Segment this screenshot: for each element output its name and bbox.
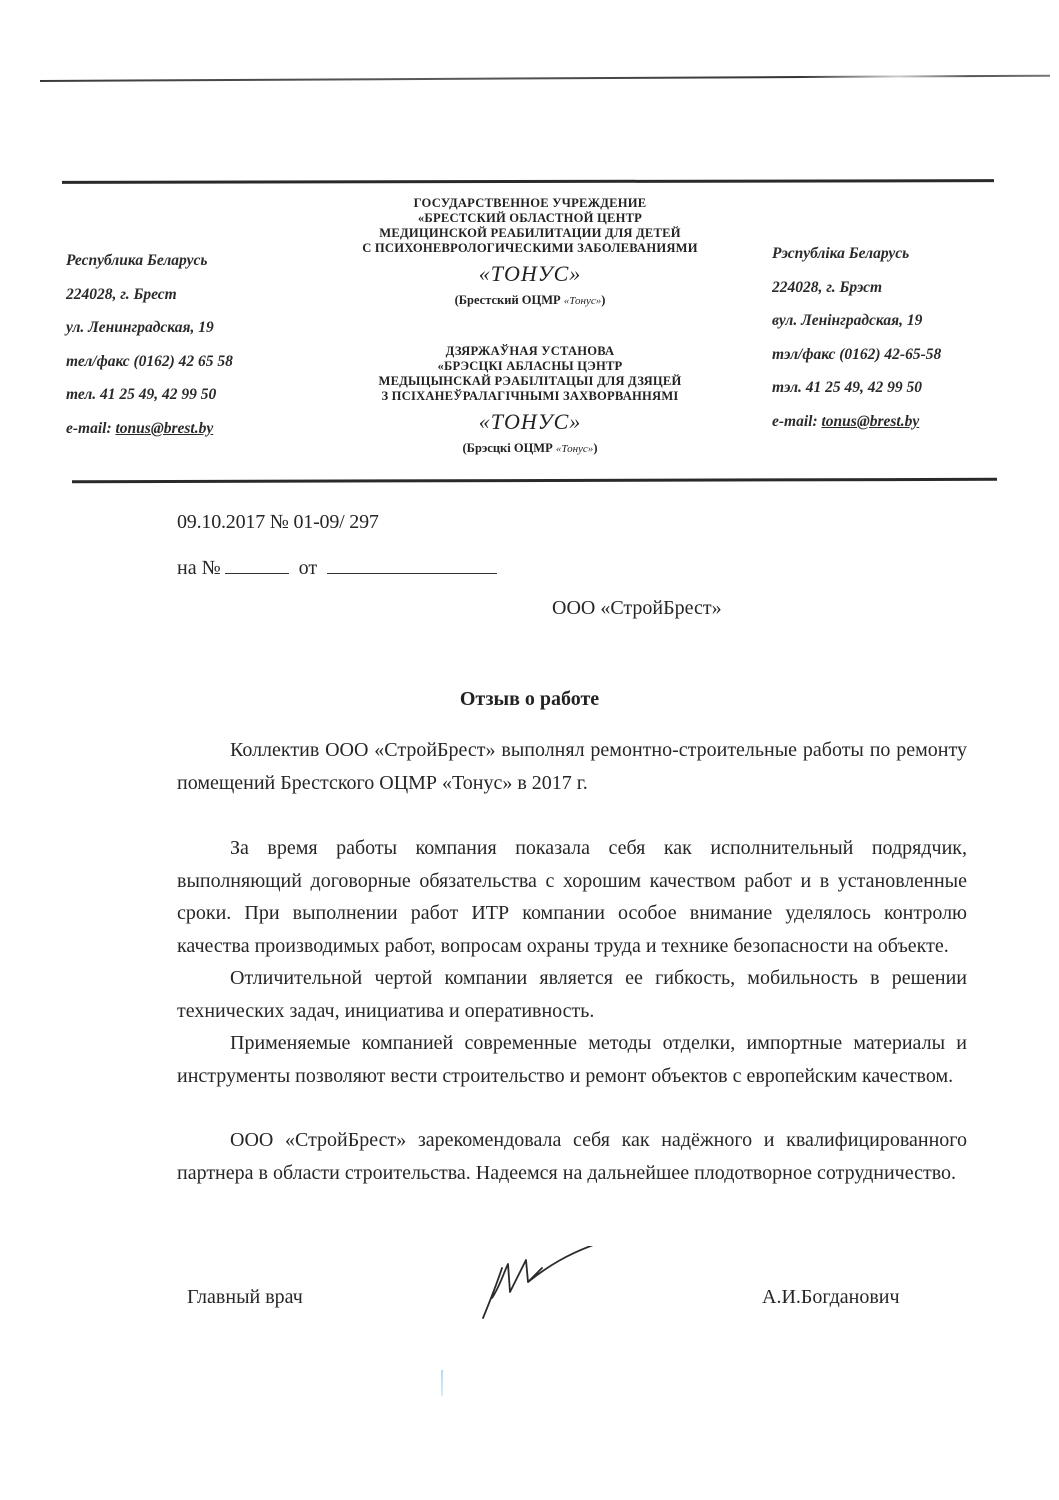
scan-edge-line	[40, 75, 1050, 82]
signatory-name: А.И.Богданович	[762, 1286, 900, 1308]
registration-number: 09.10.2017 № 01-09/ 297	[177, 511, 379, 533]
org-brand-name: «ТОНУС»	[478, 409, 582, 434]
reply-date-blank	[327, 557, 497, 574]
org-line: МЕДЫЦЫНСКАЙ РЭАБІЛІТАЦЫІ ДЛЯ ДЗЯЦЕЙ	[378, 374, 682, 388]
letterhead-bottom-rule	[72, 478, 997, 483]
reply-reference	[177, 556, 497, 580]
org-line: З ПСІХАНЕЎРАЛАГІЧНЫМІ ЗАХВОРВАННЯМІ	[381, 389, 679, 403]
recipient: ООО «СтройБрест»	[552, 597, 722, 619]
telephone: тэл. 41 25 49, 42 99 50	[772, 379, 923, 396]
telfax: тэл/факс (0162) 42-65-58	[772, 345, 942, 363]
reply-date-label: от	[298, 557, 318, 579]
street-address: вул. Ленінградская, 19	[772, 312, 923, 329]
telfax: тел/факс (0162) 42 65 58	[66, 352, 233, 370]
org-line: «БРЕСТСКИЙ ОБЛАСТНОЙ ЦЕНТР	[417, 211, 643, 225]
email-label: e-mail:	[772, 412, 822, 430]
email-label: e-mail:	[66, 419, 116, 437]
org-short-prefix: (Брестский ОЦМР	[454, 293, 564, 307]
org-line: ДЗЯРЖАЎНАЯ УСТАНОВА	[445, 344, 615, 358]
email-line	[66, 412, 233, 446]
reply-number-label: на №	[177, 557, 221, 579]
postal-city: 224028, г. Брест	[66, 285, 177, 303]
contact-block-by	[772, 237, 941, 438]
contact-block-ru	[66, 244, 233, 445]
org-short-brand: «Тонус»	[555, 443, 594, 455]
document-title: Отзыв о работе	[459, 688, 600, 710]
country: Рэспубліка Беларусь	[772, 245, 910, 262]
email-link[interactable]: tonus@brest.by	[115, 419, 214, 437]
org-short-brand: «Тонус»	[563, 295, 602, 307]
paragraph: За время работы компания показала себя как исполнительный подрядчик, выполняющий договорные обязательства с хорошим качеством работ и в установленные сроки. При выполнении работ ИТР компании особое внимание уделялось контролю качества производимых работ, вопросам охраны труда и технике безопасности на объекте.	[177, 837, 967, 957]
org-line: С ПСИХОНЕВРОЛОГИЧЕСКИМИ ЗАБОЛЕВАНИЯМИ	[362, 241, 698, 255]
country: Республика Беларусь	[66, 252, 208, 269]
email-line	[772, 405, 941, 439]
org-name-by	[300, 344, 760, 458]
org-line: «БРЭСЦКІ АБЛАСНЫ ЦЭНТР	[437, 359, 623, 373]
letterhead-top-rule	[62, 179, 994, 184]
org-short-suffix: )	[593, 441, 598, 455]
org-line: МЕДИЦИНСКОЙ РЕАБИЛИТАЦИИ ДЛЯ ДЕТЕЙ	[379, 226, 681, 240]
scan-artifact	[441, 1370, 443, 1396]
email-link[interactable]: tonus@brest.by	[821, 412, 920, 430]
org-short-name	[300, 291, 760, 310]
signatory-position: Главный врач	[187, 1286, 303, 1308]
handwritten-signature-icon	[478, 1246, 598, 1326]
reply-number-blank	[225, 557, 289, 574]
postal-city: 224028, г. Брэст	[772, 278, 883, 296]
paragraph: Отличительной чертой компании является ее гибкость, мобильность в решении технических задач, инициатива и оперативность.	[177, 967, 967, 1022]
org-short-prefix: (Брэсцкі ОЦМР	[462, 441, 556, 455]
paragraph: Применяемые компанией современные методы отделки, импортные материалы и инструменты позволяют вести строительство и ремонт объектов с европейским качеством.	[177, 1032, 967, 1087]
org-brand-name: «ТОНУС»	[478, 261, 582, 286]
paragraph: ООО «СтройБрест» зарекомендовала себя как надёжного и квалифицированного партнера в области строительства. Надеемся на дальнейшее плодотворное сотрудничество.	[177, 1129, 967, 1184]
org-name-ru	[300, 196, 760, 310]
paragraph: Коллектив ООО «СтройБрест» выполнял ремонтно-строительные работы по ремонту помещений Брестского ОЦМР «Тонус» в 2017 г.	[177, 739, 967, 794]
org-short-name	[300, 439, 760, 458]
street-address: ул. Ленинградская, 19	[66, 319, 214, 336]
telephone: тел. 41 25 49, 42 99 50	[66, 386, 217, 403]
org-line: ГОСУДАРСТВЕННОЕ УЧРЕЖДЕНИЕ	[413, 196, 647, 210]
org-short-suffix: )	[601, 293, 606, 307]
